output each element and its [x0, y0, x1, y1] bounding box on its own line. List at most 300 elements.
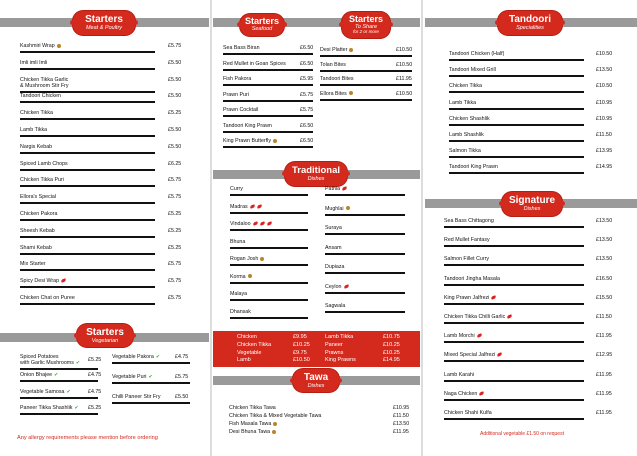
item-name	[325, 245, 342, 251]
item-name	[325, 264, 344, 270]
item-name-text: Chicken Chat on Puree	[20, 295, 75, 301]
item-name-text: Korma	[230, 273, 246, 280]
item-name	[444, 295, 496, 301]
item-name	[320, 76, 354, 82]
desc-line	[444, 418, 584, 420]
column-middle	[213, 0, 420, 456]
menu-item	[449, 132, 617, 148]
price-value: £14.95	[383, 357, 400, 364]
item-name	[320, 47, 353, 53]
column-divider	[421, 0, 423, 456]
desc-line	[223, 131, 313, 133]
menu-item	[20, 161, 185, 178]
item-price: £4.75	[88, 372, 102, 378]
item-name-text: Vegetable Pakora	[112, 354, 154, 360]
item-name-text: Madras	[230, 203, 248, 210]
item-name-text: Spiced Potatoes	[20, 354, 59, 360]
item-price: £5.75	[168, 295, 182, 301]
desc-line	[20, 303, 155, 305]
menu-item	[20, 177, 185, 194]
item-name-text: King Prawn Jalfrezi	[444, 294, 490, 301]
item-price: £11.95	[596, 390, 612, 397]
menu-item	[449, 116, 617, 132]
desc-line	[223, 84, 313, 86]
item-name-text: Vegetable Puri	[112, 374, 147, 380]
desc-line	[20, 101, 155, 103]
item-name-text: Kashmiri Wrap	[20, 43, 55, 49]
desc-line	[449, 91, 584, 93]
item-name	[112, 354, 160, 360]
item-name-text: Chicken Tikka Garlic	[20, 76, 69, 83]
item-name	[444, 256, 489, 262]
menu-item	[20, 261, 185, 278]
item-name	[112, 394, 161, 400]
item-name-text: Chicken Tikka	[20, 110, 53, 117]
item-name	[20, 144, 52, 150]
item-price: £5.75	[300, 91, 314, 98]
chili-icon	[476, 334, 482, 339]
item-name-text: Lamb Karahi	[444, 371, 475, 378]
menu-item	[20, 228, 185, 245]
item-price: £11.95	[393, 429, 409, 435]
menu-item	[230, 221, 310, 239]
item-name	[444, 391, 484, 397]
spice-dot-icon	[248, 274, 252, 278]
starters-veg-badge: Starters Vegetarian	[77, 324, 133, 347]
item-name-text: Chilli Paneer Stir Fry	[112, 394, 161, 400]
price-label: King Prawns	[325, 357, 356, 364]
item-name	[20, 194, 56, 200]
menu-item	[320, 47, 414, 62]
item-price: £6.50	[300, 122, 314, 129]
chili-icon	[507, 314, 513, 319]
item-name	[229, 421, 277, 427]
item-name	[20, 228, 55, 234]
desc-line	[20, 91, 155, 93]
item-price: £5.25	[168, 244, 182, 251]
desc-line	[20, 368, 98, 370]
menu-item	[444, 410, 616, 429]
menu-item	[325, 206, 405, 226]
menu-item	[223, 61, 317, 77]
desc-line	[112, 362, 190, 364]
item-name	[449, 132, 484, 138]
item-name-text: Tandoori Chicken (Half)	[449, 51, 505, 57]
menu-item	[444, 276, 616, 295]
item-name	[20, 278, 66, 284]
item-price: £10.50	[596, 51, 613, 57]
desc-line	[20, 397, 98, 399]
item-name-text: Tolan Bites	[320, 61, 346, 68]
desc-line	[112, 402, 190, 404]
item-name-text: Tandoori Bites	[320, 76, 354, 82]
vegetarian-icon: ✔	[54, 372, 59, 378]
menu-item	[449, 148, 617, 164]
item-price: £10.50	[396, 47, 413, 53]
price-value: £9.95	[293, 334, 307, 340]
menu-item	[20, 245, 185, 262]
chili-icon	[259, 221, 265, 226]
item-price: £11.95	[596, 371, 612, 378]
desc-line	[444, 303, 584, 305]
desc-line	[223, 115, 313, 117]
desc-line	[449, 124, 584, 126]
spice-dot-icon	[349, 48, 353, 52]
item-name-text: Mixed Special Jalfrezi	[444, 352, 496, 359]
item-name-text: Mughlai	[325, 205, 344, 212]
item-name-text: Ellora's Special	[20, 194, 57, 201]
item-name	[320, 91, 353, 97]
menu-item	[20, 77, 185, 94]
item-name-text: Chicken Shahi Kulfa	[444, 410, 492, 416]
item-price: £5.50	[168, 93, 182, 100]
tawa-badge: Tawa Dishes	[293, 369, 339, 392]
item-price: £5.50	[168, 127, 182, 133]
item-price: £5.50	[168, 76, 182, 83]
item-price: £11.95	[396, 76, 412, 82]
price-label: Paneer	[325, 341, 343, 348]
item-name	[444, 352, 502, 358]
desc-line	[325, 194, 405, 196]
menu-item	[230, 291, 310, 309]
item-name	[230, 291, 247, 297]
menu-item	[230, 204, 310, 222]
item-name-text: Shami Kebab	[20, 244, 52, 251]
item-name-text: Chicken Tikka & Mixed Vegetable Tawa	[229, 413, 322, 419]
menu-item	[20, 144, 185, 161]
desc-line	[20, 269, 155, 271]
item-name	[320, 62, 346, 68]
item-price: £11.50	[596, 132, 612, 138]
chili-icon	[479, 391, 485, 396]
item-name-text: Sea Bass Chittagong	[444, 218, 494, 224]
traditional-price-box	[213, 331, 420, 367]
chili-icon	[61, 279, 67, 284]
item-price: £5.25	[168, 227, 182, 234]
menu-item	[325, 245, 405, 265]
desc-line	[230, 282, 308, 284]
item-name-text: Chicken Tikka Tawa	[229, 405, 276, 411]
price-label: Chicken Tikka	[237, 341, 272, 348]
item-name-text: King Prawn Butterfly	[223, 138, 271, 144]
item-price: £5.75	[168, 194, 182, 201]
item-name-text: Vindaloo	[230, 221, 251, 227]
menu-item	[20, 389, 105, 405]
vegetarian-icon: ✔	[66, 389, 71, 395]
desc-line	[444, 399, 584, 401]
item-price: £5.75	[300, 107, 314, 113]
menu-item	[223, 138, 317, 154]
item-name	[20, 211, 57, 217]
item-price: £5.50	[168, 143, 182, 150]
item-name	[230, 309, 251, 315]
item-name-text: Malaya	[230, 291, 248, 297]
price-label: Prawns	[325, 349, 344, 356]
menu-item	[229, 421, 413, 429]
item-name	[449, 100, 476, 106]
desc-line	[325, 253, 405, 255]
item-name-text: Onion Bhajee	[20, 372, 53, 378]
price-label: Lamb Tikka	[325, 334, 354, 340]
item-price: £11.50	[596, 314, 612, 320]
desc-line	[325, 311, 405, 313]
menu-item	[230, 256, 310, 274]
price-label: Lamb	[237, 357, 251, 364]
item-name-text: Tandoori Chicken	[20, 93, 61, 100]
menu-item	[230, 186, 310, 204]
price-value: £10.25	[383, 341, 400, 348]
item-price: £13.50	[393, 421, 410, 427]
desc-line	[20, 135, 155, 137]
spice-dot-icon	[260, 257, 264, 261]
desc-line	[444, 226, 584, 228]
item-name-text: Salmon Tikka	[449, 148, 481, 155]
item-name-text: Tandoori Mixed Grill	[449, 67, 496, 74]
item-name-text: Salmon Fillet Curry	[444, 256, 490, 263]
item-name-text: Ceylon	[325, 283, 342, 290]
item-name	[20, 354, 80, 366]
item-price: £5.75	[168, 261, 182, 268]
desc-line	[20, 253, 155, 255]
item-name	[444, 410, 492, 416]
item-name-text: Dhansak	[230, 308, 251, 315]
menu-item	[449, 67, 617, 83]
menu-item	[20, 354, 105, 370]
menu-item	[229, 405, 413, 413]
item-name	[223, 92, 249, 98]
desc-line	[320, 99, 412, 101]
item-name-text: Tandoori King Prawn	[223, 122, 272, 129]
item-name	[325, 206, 350, 212]
menu-item	[320, 91, 414, 106]
chili-icon	[497, 353, 503, 358]
item-name-text: Red Mullet Fantasy	[444, 237, 490, 244]
starters-meat-badge: Starters Meat & Poultry	[73, 11, 135, 35]
item-price: £5.50	[175, 394, 189, 400]
item-name-text: Mix Starter	[20, 261, 46, 268]
menu-item	[20, 405, 105, 421]
desc-line	[444, 284, 584, 286]
desc-line	[112, 382, 190, 384]
menu-item	[325, 264, 405, 284]
menu-item	[112, 354, 197, 370]
item-name	[449, 67, 496, 73]
item-price: £5.75	[168, 177, 182, 184]
item-price: £13.50	[596, 237, 613, 244]
menu-item	[223, 45, 317, 61]
menu-item	[325, 225, 405, 245]
item-name-text: Fish Pakora	[223, 76, 252, 82]
item-name-text: Vegetable Samosa	[20, 389, 65, 395]
menu-item	[229, 429, 413, 437]
desc-line	[20, 236, 155, 238]
item-name-text: Sea Bass Biran	[223, 45, 260, 51]
desc-line	[325, 214, 405, 216]
item-name-text: Chicken Tikka Chilli Garlic	[444, 314, 506, 320]
desc-line	[20, 152, 155, 154]
desc-line	[320, 84, 412, 86]
price-label: Vegetable	[237, 349, 262, 356]
item-name-text: Chicken Shashlik	[449, 115, 490, 122]
item-name-text: Lamb Tikka	[20, 127, 48, 133]
spice-dot-icon	[349, 91, 353, 95]
item-name-text: Chicken Tikka	[449, 83, 482, 90]
item-name	[230, 239, 245, 245]
item-name	[20, 127, 47, 133]
item-price: £13.50	[596, 67, 613, 74]
desc-line	[320, 70, 412, 72]
desc-line	[20, 118, 155, 120]
menu-item	[444, 391, 616, 410]
item-price: £11.50	[393, 413, 409, 419]
item-name	[230, 274, 252, 280]
desc-line	[20, 219, 155, 221]
menu-item	[444, 333, 616, 352]
desc-line	[449, 172, 584, 174]
menu-item	[444, 295, 616, 314]
item-name-text: Imli imli Imli	[20, 59, 48, 66]
item-name	[223, 76, 251, 82]
item-name-text: Suraya	[325, 225, 342, 231]
item-price: £5.50	[168, 59, 182, 66]
item-name	[20, 405, 79, 411]
menu-item	[444, 256, 616, 275]
menu-item	[20, 372, 105, 388]
item-name	[223, 45, 260, 51]
column-right	[425, 0, 637, 456]
menu-item	[325, 303, 405, 323]
item-price: £5.75	[168, 278, 182, 285]
desc-line	[230, 247, 308, 249]
desc-line	[20, 286, 155, 288]
menu-item	[20, 93, 185, 110]
item-name-text: Sheesh Kebab	[20, 227, 55, 234]
item-name	[449, 148, 481, 154]
price-value: £10.25	[383, 349, 400, 356]
desc-line	[20, 202, 155, 204]
spice-dot-icon	[273, 139, 277, 143]
tandoori-badge: Tandoori Specialities	[498, 11, 562, 35]
item-name	[229, 413, 321, 419]
item-name	[20, 261, 46, 267]
desc-line	[449, 75, 584, 77]
item-price: £16.50	[596, 275, 613, 282]
item-name-text: Naga Chicken	[444, 390, 478, 397]
allergy-note: Any allergy requirements please mention before ordering	[17, 435, 158, 441]
chili-icon	[252, 221, 258, 226]
item-price: £10.50	[396, 90, 413, 97]
traditional-badge: Traditional Dishes	[285, 162, 347, 186]
chili-icon	[342, 186, 348, 191]
menu-item	[444, 237, 616, 256]
desc-line	[230, 264, 308, 266]
desc-line	[449, 140, 584, 142]
item-price: £13.50	[596, 218, 613, 224]
desc-line	[444, 360, 584, 362]
menu-item	[449, 164, 617, 180]
item-name	[20, 110, 53, 116]
menu-item	[223, 123, 317, 139]
item-name	[20, 93, 61, 99]
item-price: £15.50	[596, 294, 613, 301]
menu-item	[449, 51, 617, 67]
vegetarian-icon: ✔	[74, 405, 79, 411]
menu-item	[223, 76, 317, 92]
item-price: £5.25	[88, 357, 102, 363]
desc-line	[444, 245, 584, 247]
menu-item	[20, 194, 185, 211]
item-name-text: Pathia	[325, 186, 341, 192]
item-name-text: Ansam	[325, 244, 342, 251]
item-name	[444, 218, 494, 224]
item-price: £11.95	[596, 333, 612, 340]
menu-item	[223, 107, 317, 123]
desc-line	[20, 68, 155, 70]
menu-item	[320, 76, 414, 91]
desc-line	[230, 299, 308, 301]
item-name-text: Red Mullet in Goan Spices	[223, 60, 286, 67]
item-name	[449, 51, 504, 57]
item-name-text: Desi Platter	[320, 47, 348, 53]
item-name	[20, 389, 71, 395]
desc-line	[20, 169, 155, 171]
desc-line	[20, 380, 98, 382]
item-name-text: Chicken Tikka Puri	[20, 177, 64, 184]
item-price: £6.50	[300, 60, 314, 67]
desc-line	[449, 59, 584, 61]
menu-item	[444, 352, 616, 371]
desc-line	[444, 264, 584, 266]
menu-item	[449, 100, 617, 116]
desc-line	[223, 146, 313, 148]
item-name	[20, 372, 58, 378]
item-name-text: Lamb Morchi	[444, 333, 475, 340]
chili-icon	[491, 295, 497, 300]
item-name	[230, 186, 243, 192]
column-divider	[210, 0, 212, 456]
item-name	[325, 303, 345, 309]
menu-item	[229, 413, 413, 421]
item-name	[223, 61, 286, 67]
chili-icon	[249, 204, 255, 209]
desc-line	[230, 212, 308, 214]
spice-dot-icon	[57, 44, 61, 48]
menu-item	[444, 218, 616, 237]
menu-item	[112, 394, 197, 410]
desc-line	[223, 53, 313, 55]
item-price: £4.75	[88, 389, 102, 395]
item-name	[444, 372, 474, 378]
desc-line	[20, 51, 155, 53]
item-name	[325, 186, 347, 192]
desc-line	[223, 100, 313, 102]
item-name-text: Spicy Desi Wrap	[20, 278, 60, 285]
item-name-text: Fish Masala Tawa	[229, 421, 272, 427]
signature-badge: Signature Dishes	[502, 192, 562, 216]
menu-item	[230, 274, 310, 292]
item-price: £10.50	[396, 61, 413, 68]
vegetarian-icon: ✔	[148, 374, 153, 380]
item-name	[325, 225, 342, 231]
item-price: £5.95	[300, 76, 314, 82]
desc-line	[20, 413, 98, 415]
item-name-text: Ellora Bites	[320, 90, 347, 97]
item-name-text: Spiced Lamb Chops	[20, 160, 68, 167]
item-name	[229, 429, 276, 435]
desc-line	[325, 272, 405, 274]
desc-line	[444, 341, 584, 343]
item-name-text: Rogan Josh	[230, 256, 259, 262]
